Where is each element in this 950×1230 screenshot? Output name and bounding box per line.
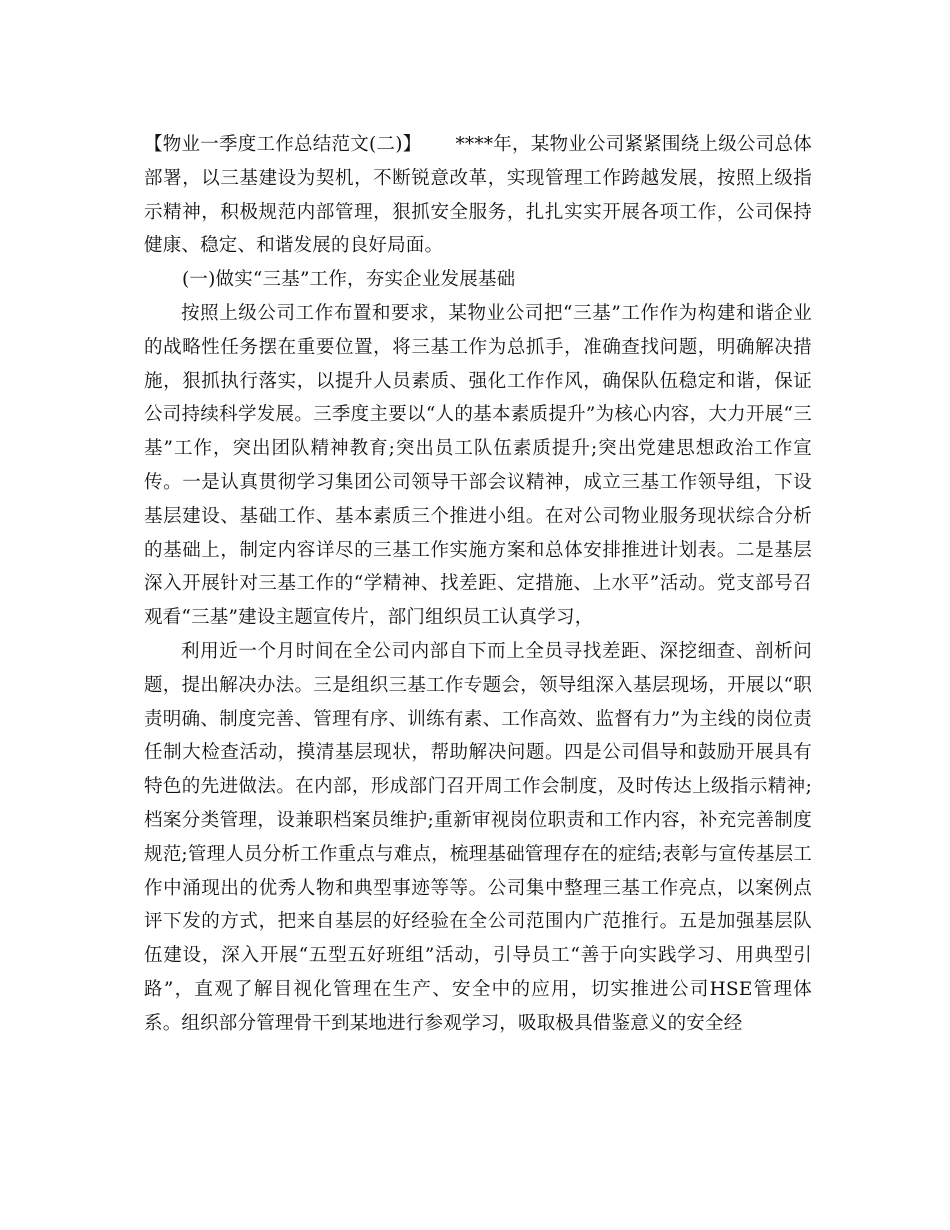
section-heading: (一)做实“三基”工作，夯实企业发展基础 [182, 269, 516, 291]
intro-text: ****年，某物业公司紧紧围绕上级公司总体部署，以三基建设为契机，不断锐意改革，实现管理工作跨越发展，按照上级指示精神，积极规范内部管理，狠抓安全服务，扎扎实实开展各项工作，公司保持健康、稳定、和谐发展的良好局面。 [144, 134, 813, 257]
body-paragraph-2: 利用近一个月时间在全公司内部自下而上全员寻找差距、深挖细查、剖析问题，提出解决办法。三是组织三基工作专题会，领导组深入基层现场，开展以“职责明确、制度完善、管理有序、训练有素、工作高效、监督有力”为主线的岗位责任制大检查活动，摸清基层现状，帮助解决问题。四是公司倡导和鼓励开展具有特色的先进做法。在内部，形成部门召开周工作会制度，及时传达上级指示精神;档案分类管理，设兼职档案员维护;重新审视岗位职责和工作内容，补充完善制度规范;管理人员分析工作重点与难点，梳理基础管理存在的症结;表彰与宣传基层工作中涌现出的优秀人物和典型事迹等等。公司集中整理三基工作亮点，以案例点评下发的方式，把来自基层的好经验在全公司范围内广范推行。五是加强基层队伍建设，深入开展“五型五好班组”活动，引导员工“善于向实践学习、用典型引路”，直观了解目视化管理在生产、安全中的应用，切实推进公司HSE管理体系。组织部分管理骨干到某地进行参观学习，吸取极具借鉴意义的安全经 [144, 640, 812, 1034]
document-page [144, 128, 812, 1041]
body-paragraph-1: 按照上级公司工作布置和要求，某物业公司把“三基”工作作为构建和谐企业的战略性任务摆在重要位置，将三基工作为总抓手，准确查找问题，明确解决措施，狠抓执行落实，以提升人员素质、强化工作作风，确保队伍稳定和谐，保证公司持续科学发展。三季度主要以“人的基本素质提升”为核心内容，大力开展“三基”工作，突出团队精神教育;突出员工队伍素质提升;突出党建思想政治工作宣传。一是认真贯彻学习集团公司领导干部会议精神，成立三基工作领导组，下设基层建设、基础工作、基本素质三个推进小组。在对公司物业服务现状综合分析的基础上，制定内容详尽的三基工作实施方案和总体安排推进计划表。二是基层深入开展针对三基工作的“学精神、找差距、定措施、上水平”活动。党支部号召观看“三基”建设主题宣传片，部门组织员工认真学习， [144, 302, 812, 629]
document-title: 【物业一季度工作总结范文(二)】 [144, 134, 422, 155]
intro-paragraph [144, 128, 812, 263]
